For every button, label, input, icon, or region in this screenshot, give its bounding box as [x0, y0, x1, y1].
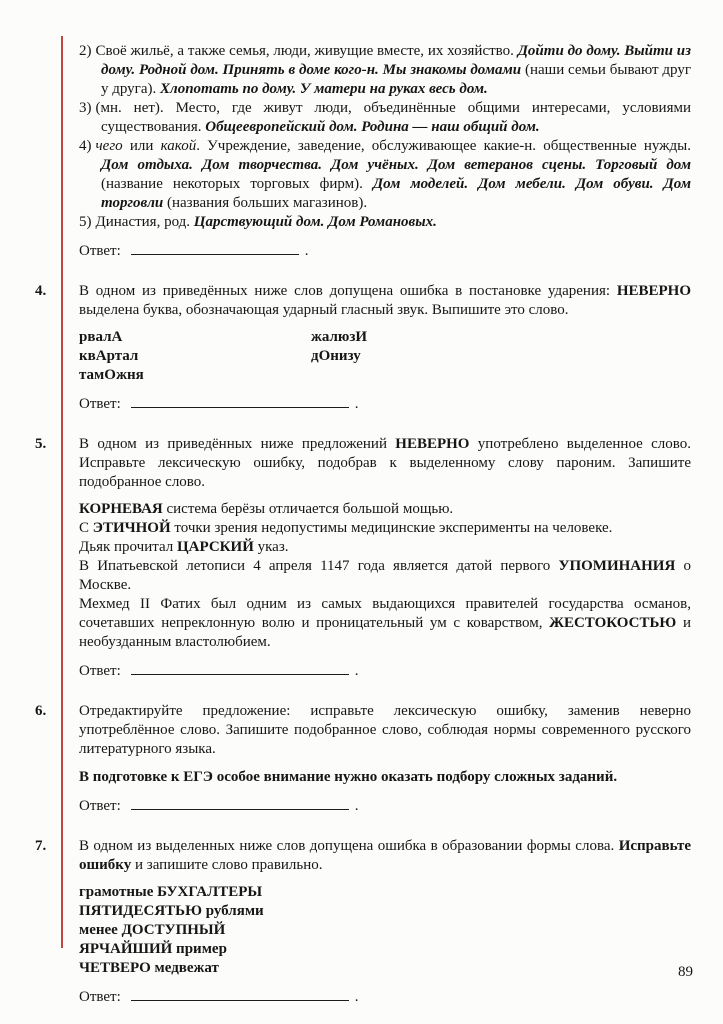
question-number: 7.	[35, 838, 47, 854]
question-number: 5.	[35, 436, 47, 452]
word-options	[79, 328, 691, 385]
answer-suffix: .	[354, 989, 359, 1005]
sentence-option: КОРНЕВАЯ система берёзы отличается большой мощью.	[79, 501, 454, 517]
word-form-option: ЯРЧАЙШИЙ пример	[79, 941, 227, 957]
answer-label: Ответ:	[79, 989, 121, 1005]
word-option: рвалА	[79, 329, 123, 345]
question-prompt: В одном из приведённых ниже слов допущена ошибка в постановке ударения: НЕВЕРНО выделена буква, обозначающая ударный гласный звук. Выпишите это слово.	[79, 283, 691, 318]
dictionary-sense-5	[79, 213, 691, 232]
answer-label: Ответ:	[79, 396, 121, 412]
answer-label: Ответ:	[79, 798, 121, 814]
answer-suffix: .	[354, 396, 359, 412]
word-options-right-column	[311, 328, 543, 385]
answer-label: Ответ:	[79, 663, 121, 679]
answer-line	[79, 988, 691, 1007]
sentence-options	[79, 500, 691, 652]
word-form-option: менее ДОСТУПНЫЙ	[79, 922, 226, 938]
word-option: дОнизу	[311, 348, 361, 364]
answer-suffix: .	[304, 243, 309, 259]
word-form-option: ЧЕТВЕРО медвежат	[79, 960, 219, 976]
answer-line	[79, 395, 691, 414]
list-marker: 5)	[79, 214, 92, 230]
page-number: 89	[678, 964, 693, 980]
answer-label: Ответ:	[79, 243, 121, 259]
answer-blank	[131, 662, 349, 675]
word-form-option: грамотные БУХГАЛТЕРЫ	[79, 884, 263, 900]
answer-blank	[131, 242, 299, 255]
dictionary-sense-2	[79, 42, 691, 99]
question-7	[35, 837, 691, 1007]
question-number: 6.	[35, 703, 47, 719]
question-prompt: В одном из приведённых ниже предложений НЕВЕРНО употреблено выделенное слово. Исправьте лексическую ошибку, подобрав к выделенному слову пароним. Запишите подобранное слово.	[79, 436, 691, 490]
answer-blank	[131, 988, 349, 1001]
dictionary-entry-continuation	[79, 42, 691, 261]
answer-blank	[131, 395, 349, 408]
question-6	[35, 702, 691, 816]
answer-line	[79, 242, 691, 261]
list-marker: 3)	[79, 100, 92, 116]
question-number: 4.	[35, 283, 47, 299]
dictionary-sense-text: (мн. нет). Место, где живут люди, объединённые общими интересами, условиями существования. Общеевропейский дом. Родина — наш общий дом.	[95, 100, 691, 135]
question-prompt: Отредактируйте предложение: исправьте лексическую ошибку, заменив неверно употреблённое слово. Запишите подобранное слово, соблюдая нормы современного русского литературного языка.	[79, 703, 691, 757]
answer-suffix: .	[354, 798, 359, 814]
answer-blank	[131, 797, 349, 810]
sentence-to-edit: В подготовке к ЕГЭ особое внимание нужно оказать подбору сложных заданий.	[79, 769, 618, 785]
sentence-option: В Ипатьевской летописи 4 апреля 1147 года является датой первого УПОМИНАНИЯ о Москве.	[79, 558, 691, 593]
list-marker: 2)	[79, 43, 92, 59]
word-option: жалюзИ	[311, 329, 368, 345]
word-option: квАртал	[79, 348, 139, 364]
question-5	[35, 435, 691, 681]
question-prompt: В одном из выделенных ниже слов допущена ошибка в образовании формы слова. Исправьте ошибку и запишите слово правильно.	[79, 838, 691, 873]
dictionary-sense-4	[79, 137, 691, 213]
word-form-option: ПЯТИДЕСЯТЬЮ рублями	[79, 903, 264, 919]
answer-line	[79, 662, 691, 681]
question-4	[35, 282, 691, 414]
answer-line	[79, 797, 691, 816]
dictionary-sense-text: Своё жильё, а также семья, люди, живущие вместе, их хозяйство. Дойти до дому. Выйти из дому. Родной дом. Принять в доме кого-н. Мы знакомы домами (наши семьи бывают друг у друга). Хлопотать по дому. У матери на руках весь дом.	[95, 43, 692, 97]
dictionary-sense-text: чего или какой. Учреждение, заведение, обслуживающее какие-н. общественные нужды. Дом отдыха. Дом творчества. Дом учёных. Дом ветеранов сцены. Торговый дом (название некоторых торговых фирм). Дом моделей. Дом мебели. Дом обуви. Дом торговли (названия больших магазинов).	[95, 138, 692, 211]
word-options-left-column	[79, 328, 311, 385]
word-option: тамОжня	[79, 367, 144, 383]
word-form-options	[79, 883, 691, 978]
sentence-option: Дьяк прочитал ЦАРСКИЙ указ.	[79, 539, 289, 555]
list-marker: 4)	[79, 138, 92, 154]
sentence-option: Мехмед II Фатих был одним из самых выдающихся правителей государства османов, сочетавших непреклонную волю и проницательный ум с коварством, ЖЕСТОКОСТЬЮ и необузданным властолюбием.	[79, 596, 691, 650]
dictionary-sense-text: Династия, род. Царствующий дом. Дом Романовых.	[95, 214, 437, 230]
dictionary-sense-3	[79, 99, 691, 137]
margin-rule	[61, 36, 63, 948]
page-content	[35, 42, 692, 1007]
sentence-option: С ЭТИЧНОЙ точки зрения недопустимы медицинские эксперименты на человеке.	[79, 520, 613, 536]
answer-suffix: .	[354, 663, 359, 679]
